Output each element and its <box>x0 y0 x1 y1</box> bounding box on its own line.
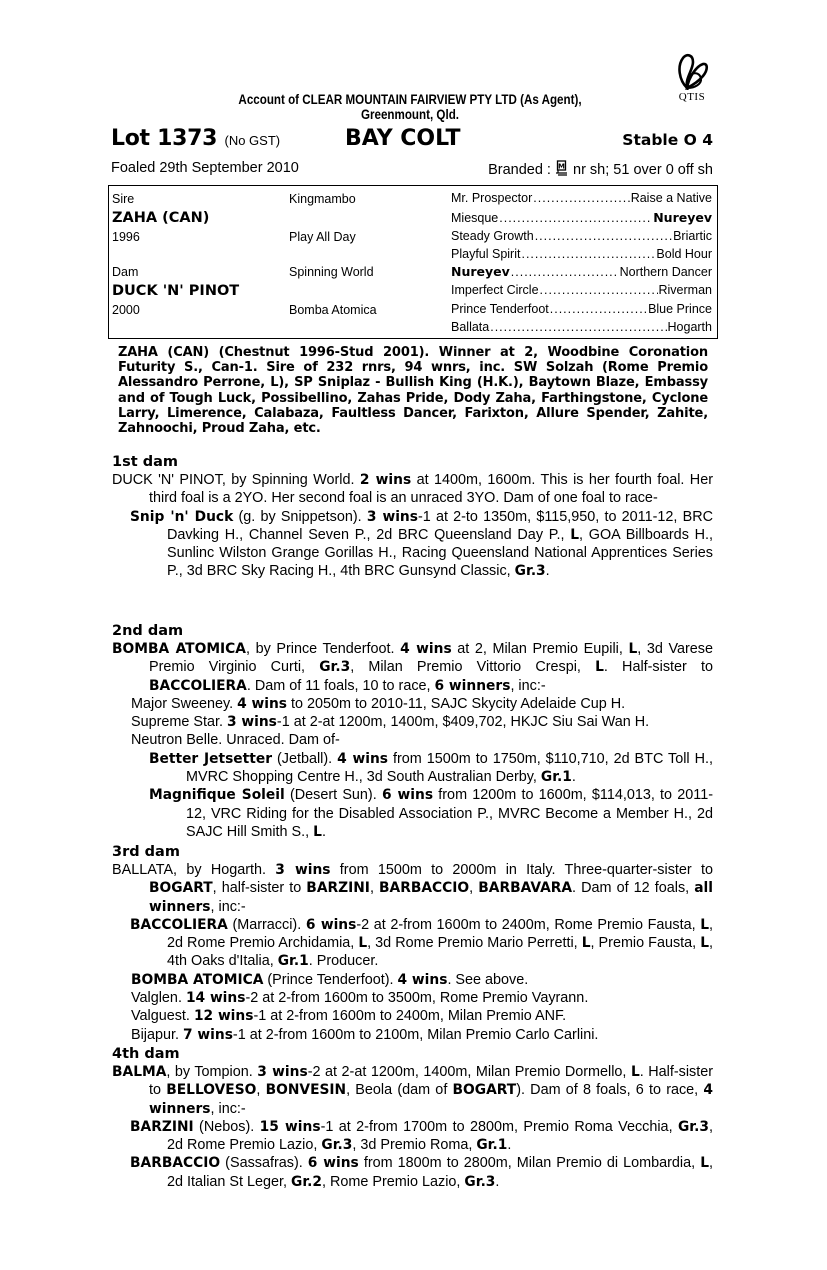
text-run: -1 at 2-at 1200m, 1400m, $409,702, HKJC Siu Sai Wan H. <box>276 714 650 731</box>
pedigree-entry <box>112 508 713 581</box>
dam-section-2 <box>112 622 713 841</box>
text-run: Supreme Star. <box>131 714 227 731</box>
bold-run: 14 wins <box>185 990 246 1007</box>
svg-text:M: M <box>558 162 565 171</box>
text-run: , by Tompion. <box>166 1064 258 1080</box>
bold-run: Gr.3 <box>321 1137 353 1154</box>
text-run: , Milan Premio Vittorio Crespi, <box>350 659 596 676</box>
pedigree-entry <box>112 1154 713 1191</box>
pedigree-entry <box>112 695 713 713</box>
leader-dots <box>499 211 652 225</box>
dam-section-1 <box>112 453 713 581</box>
bold-run: Better Jetsetter <box>149 750 273 767</box>
leader-dots <box>540 283 658 297</box>
section-heading: 2nd dam <box>112 623 184 639</box>
great-grandparent-row <box>451 283 712 297</box>
ggp-left: Nureyev <box>451 264 510 279</box>
bold-run: L <box>570 526 580 543</box>
leader-dots <box>521 247 655 261</box>
bold-run: 3 wins <box>275 862 331 878</box>
brand-mark-icon <box>555 160 569 176</box>
text-run: . See above. <box>447 971 529 988</box>
text-run: -1 at 2-from 1600m to 2100m, Milan Premio Carlo Carlini. <box>232 1026 599 1043</box>
text-run: from 1500m to 2000m in Italy. Three-quarter-sister to <box>330 862 713 878</box>
pedigree-table <box>108 185 718 339</box>
great-grandparent-row <box>451 229 712 243</box>
pedigree-entry <box>112 861 713 916</box>
text-run: (Prince Tenderfoot). <box>263 971 398 988</box>
text-run: -1 at 2-from 1700m to 2800m, Premio Roma Vecchia, <box>320 1118 678 1135</box>
bold-run: BOGART <box>149 880 213 897</box>
text-run: Valglen. <box>131 990 186 1007</box>
bold-run: BARBACCIO <box>130 1155 221 1172</box>
text-run: , Premio Fausta, <box>590 935 701 952</box>
text-run: (Nebos). <box>193 1118 260 1135</box>
text-run: , 2d Italian St Leger, <box>167 1155 713 1190</box>
bold-run: BARZINI <box>306 880 370 897</box>
text-run: (g. by Snippetson). <box>233 508 367 525</box>
text-run: , Beola (dam of <box>346 1082 453 1099</box>
bold-run: BONVESIN <box>265 1082 347 1099</box>
dam-section-4 <box>112 1045 713 1191</box>
sire-name: ZAHA (CAN) <box>112 210 210 226</box>
bold-run: L <box>358 935 368 952</box>
text-run: , <box>369 880 380 897</box>
dam-label: Dam <box>112 265 139 279</box>
text-run: , 3d Premio Roma, <box>352 1137 477 1154</box>
bold-run: BACCOLIERA <box>130 916 228 933</box>
branded-text: nr sh; 51 over 0 off sh <box>573 162 713 178</box>
pedigree-entry <box>112 1026 713 1044</box>
text-run: -2 at 2-from 1600m to 2400m, Rome Premio Fausta, <box>356 916 701 933</box>
dam-year: 2000 <box>112 303 140 317</box>
qtis-logo <box>672 52 712 103</box>
text-run: Neutron Belle. Unraced. Dam of- <box>131 732 340 749</box>
text-run: , half-sister to <box>212 880 307 897</box>
branded-label: Branded : <box>488 162 551 178</box>
pedigree-entry <box>112 731 713 749</box>
bold-run: Gr.3 <box>464 1173 496 1190</box>
pedigree-entry <box>112 916 713 971</box>
page-title: BAY COLT <box>345 126 461 151</box>
leader-dots <box>511 265 619 279</box>
sire-year: 1996 <box>112 230 140 244</box>
text-run: from 1200m to 1600m, $114,013, to 2011-12, VRC Riding for the Disabled Association P., MVRC Become a Member H., 2d SAJC Hill Smith S., <box>186 787 713 840</box>
ggp-left: Steady Growth <box>451 229 534 243</box>
grandsire-paternal: Kingmambo <box>289 192 356 206</box>
bold-run: BOMBA ATOMICA <box>112 641 246 657</box>
text-run: . Dam of 12 foals, <box>572 880 695 897</box>
dam-section-3 <box>112 843 713 1044</box>
bold-run: BALMA <box>112 1064 167 1080</box>
text-run: (Desert Sun). <box>284 787 382 804</box>
bold-run: 6 wins <box>307 1155 359 1172</box>
vendor-account <box>186 92 633 122</box>
text-run: . <box>495 1173 500 1190</box>
bold-run: 6 winners <box>434 677 511 694</box>
great-grandparent-row <box>451 302 712 316</box>
bold-run: 3 wins <box>257 1064 308 1080</box>
section-heading: 4th dam <box>112 1046 180 1062</box>
text-run: . Dam of 11 foals, 10 to race, <box>246 677 435 694</box>
text-run: from 1800m to 2800m, Milan Premio di Lombardia, <box>358 1155 701 1172</box>
bold-run: Gr.3 <box>514 563 546 580</box>
bold-run: L <box>628 641 638 657</box>
bold-run: 7 wins <box>183 1026 233 1043</box>
ggp-left: Prince Tenderfoot <box>451 302 549 316</box>
text-run: (Jetball). <box>272 750 338 767</box>
bold-run: Gr.1 <box>540 769 572 786</box>
bold-run: 3 wins <box>366 508 418 525</box>
text-run: , GOA Billboards H., Sunlinc Wilston Grange Gorillas H., Racing Queensland National Apprentices Series P., 3d BRC Sky Racing H., 4th BRC Gunsynd Classic, <box>167 526 714 580</box>
bold-run: BARBAVARA <box>478 880 573 897</box>
text-run: , inc:- <box>210 1100 246 1117</box>
ggp-left: Playful Spirit <box>451 247 521 261</box>
bold-run: Magnifique Soleil <box>149 787 285 804</box>
text-run: , <box>469 880 479 897</box>
stable-location: Stable O 4 <box>622 131 713 149</box>
bold-run: 3 wins <box>226 714 277 731</box>
ggp-left: Mr. Prospector <box>451 191 533 205</box>
bold-run: 2 wins <box>359 472 412 488</box>
ggp-right: Bold Hour <box>656 247 712 261</box>
ggp-right: Hogarth <box>667 320 712 334</box>
pedigree-entry <box>112 971 713 989</box>
text-run: , Rome Premio Lazio, <box>322 1173 465 1190</box>
ggp-left: Miesque <box>451 211 499 225</box>
text-run: . <box>545 563 550 580</box>
bold-run: 15 wins <box>259 1118 321 1135</box>
bold-run: 4 winners <box>149 1082 713 1117</box>
leader-dots <box>490 320 666 334</box>
great-grandparent-row <box>451 210 712 225</box>
lot-number <box>111 126 280 151</box>
bold-run: Gr.3 <box>319 659 351 676</box>
bold-run: all winners <box>149 880 714 915</box>
bold-run: 4 wins <box>397 971 448 988</box>
text-run: , by Prince Tenderfoot. <box>246 641 401 657</box>
granddam-maternal: Bomba Atomica <box>289 303 377 317</box>
leader-dots <box>535 229 672 243</box>
bold-run: Gr.1 <box>277 953 309 970</box>
ggp-right: Northern Dancer <box>619 265 712 279</box>
lot-header <box>111 126 713 154</box>
bold-run: 4 wins <box>400 641 452 657</box>
text-run: . <box>571 769 576 786</box>
bold-run: BELLOVESO <box>166 1082 257 1099</box>
brand-info <box>488 160 713 178</box>
bold-run: L <box>313 823 322 840</box>
text-run: . Half-sister to <box>603 659 713 676</box>
text-run: . <box>321 823 326 840</box>
text-run: to 2050m to 2010-11, SAJC Skycity Adelaide Cup H. <box>287 695 626 712</box>
lot-label: Lot 1373 <box>111 126 218 151</box>
text-run: BALLATA, by Hogarth. <box>112 862 276 878</box>
text-run: . Producer. <box>308 953 379 970</box>
logo-label: QTIS <box>678 91 706 103</box>
text-run: from 1500m to 1750m, $110,710, 2d BTC Toll H., MVRC Shopping Centre H., 3d South Australian Derby, <box>186 750 713 786</box>
ggp-right: Riverman <box>658 283 712 297</box>
text-run: , 4th Oaks d'Italia, <box>167 935 714 970</box>
text-run: . <box>507 1137 512 1154</box>
bold-run: 12 wins <box>193 1008 254 1025</box>
bold-run: 4 wins <box>337 750 389 767</box>
text-run: . Half-sister to <box>149 1064 714 1099</box>
gst-note: (No GST) <box>224 133 281 148</box>
text-run: Major Sweeney. <box>131 695 238 712</box>
bold-run: L <box>595 659 604 676</box>
text-run: Valguest. <box>131 1008 194 1025</box>
bold-run: L <box>581 935 591 952</box>
pedigree-entry <box>112 471 713 508</box>
ggp-right: Nureyev <box>653 210 712 225</box>
pedigree-entry <box>112 640 713 695</box>
ggp-left: Imperfect Circle <box>451 283 539 297</box>
text-run: , 3d Varese Premio Virginio Curti, <box>149 641 713 676</box>
dam-name: DUCK 'N' PINOT <box>112 283 240 299</box>
bold-run: BACCOLIERA <box>149 677 247 694</box>
ggp-right: Briartic <box>673 229 712 243</box>
great-grandparent-row <box>451 264 712 279</box>
leader-dots <box>533 191 629 205</box>
bold-run: L <box>700 916 709 933</box>
bold-run: Gr.2 <box>291 1173 323 1190</box>
text-run: -2 at 2-from 1600m to 3500m, Rome Premio Vayrann. <box>245 990 589 1007</box>
text-run: , 2d Rome Premio Lazio, <box>167 1118 713 1154</box>
text-run: Bijapur. <box>131 1026 183 1043</box>
account-line-1: Account of CLEAR MOUNTAIN FAIRVIEW PTY LTD (As Agent), <box>238 92 582 107</box>
text-run: (Marracci). <box>227 916 306 933</box>
text-run: -1 at 2-from 1600m to 2400m, Milan Premio ANF. <box>253 1008 567 1025</box>
pedigree-entry <box>112 1007 713 1025</box>
bold-run: Gr.3 <box>677 1118 709 1135</box>
bold-run: 4 wins <box>237 695 288 712</box>
sire-summary: ZAHA (CAN) (Chestnut 1996-Stud 2001). Winner at 2, Woodbine Coronation Futurity S., Can-1. Sire of 232 rnrs, 94 wnrs, inc. SW Solzah (Rome Premio Alessandro Perrone, L), SP Sniplaz - Bullish King (H.K.), Baytown Blaze, Embassy and of Tough Luck, Possibellino, Zahas Pride, Dody Zaha, Farthingstone, Cyclone Larry, Limerence, Calabaza, Faultless Dancer, Farixton, Allure Spender, Zahite, Zahnoochi, Proud Zaha, etc. <box>118 345 708 437</box>
pedigree-entry <box>112 750 713 787</box>
bold-run: BARZINI <box>130 1118 194 1135</box>
pedigree-entry <box>112 989 713 1007</box>
bold-run: 6 wins <box>381 787 434 804</box>
great-grandparent-row <box>451 247 712 261</box>
grandsire-maternal: Spinning World <box>289 265 374 279</box>
bold-run: L <box>630 1064 640 1080</box>
bold-run: BOMBA ATOMICA <box>131 971 264 988</box>
text-run: DUCK 'N' PINOT, by Spinning World. <box>112 472 360 488</box>
great-grandparent-row <box>451 191 712 205</box>
bold-run: L <box>700 935 710 952</box>
bold-run: BARBACCIO <box>379 880 470 897</box>
ggp-right: Raise a Native <box>630 191 712 205</box>
bold-run: L <box>700 1155 709 1172</box>
text-run: , <box>256 1082 266 1099</box>
text-run: (Sassafras). <box>220 1155 308 1172</box>
text-run: at 1400m, 1600m. This is her fourth foal. Her third foal is a 2YO. Her second foal is an unraced 3YO. Dam of one foal to race- <box>149 472 713 507</box>
qtis-logo-icon <box>675 52 709 90</box>
section-heading: 1st dam <box>112 454 178 470</box>
text-run: -1 at 2-to 1350m, $115,950, to 2011-12, BRC Davking H., Channel Seven P., 2d BRC Queensland Day P., <box>167 508 713 543</box>
bold-run: Snip 'n' Duck <box>130 508 234 525</box>
bold-run: 6 wins <box>305 916 357 933</box>
pedigree-entry <box>112 1063 713 1118</box>
ggp-right: Blue Prince <box>648 302 712 316</box>
foaled-date: Foaled 29th September 2010 <box>111 160 299 176</box>
text-run: at 2, Milan Premio Eupili, <box>451 641 629 657</box>
sire-label: Sire <box>112 192 135 206</box>
section-heading: 3rd dam <box>112 844 180 860</box>
pedigree-entry <box>112 713 713 731</box>
text-run: ). Dam of 8 foals, 6 to race, <box>516 1082 704 1099</box>
bold-run: Gr.1 <box>476 1137 508 1154</box>
pedigree-entry <box>112 786 713 841</box>
granddam-paternal: Play All Day <box>289 230 356 244</box>
bold-run: BOGART <box>452 1082 517 1099</box>
account-line-2: Greenmount, Qld. <box>360 107 460 122</box>
ggp-left: Ballata <box>451 320 490 334</box>
text-run: -2 at 2-at 1200m, 1400m, Milan Premio Dormello, <box>307 1064 631 1080</box>
text-run: , 2d Rome Premio Archidamia, <box>167 916 713 952</box>
text-run: , 3d Rome Premio Mario Perretti, <box>367 935 582 952</box>
text-run: , inc:- <box>510 677 546 694</box>
leader-dots <box>550 302 647 316</box>
pedigree-entry <box>112 1118 713 1155</box>
text-run: , inc:- <box>210 898 246 915</box>
great-grandparent-row <box>451 320 712 334</box>
